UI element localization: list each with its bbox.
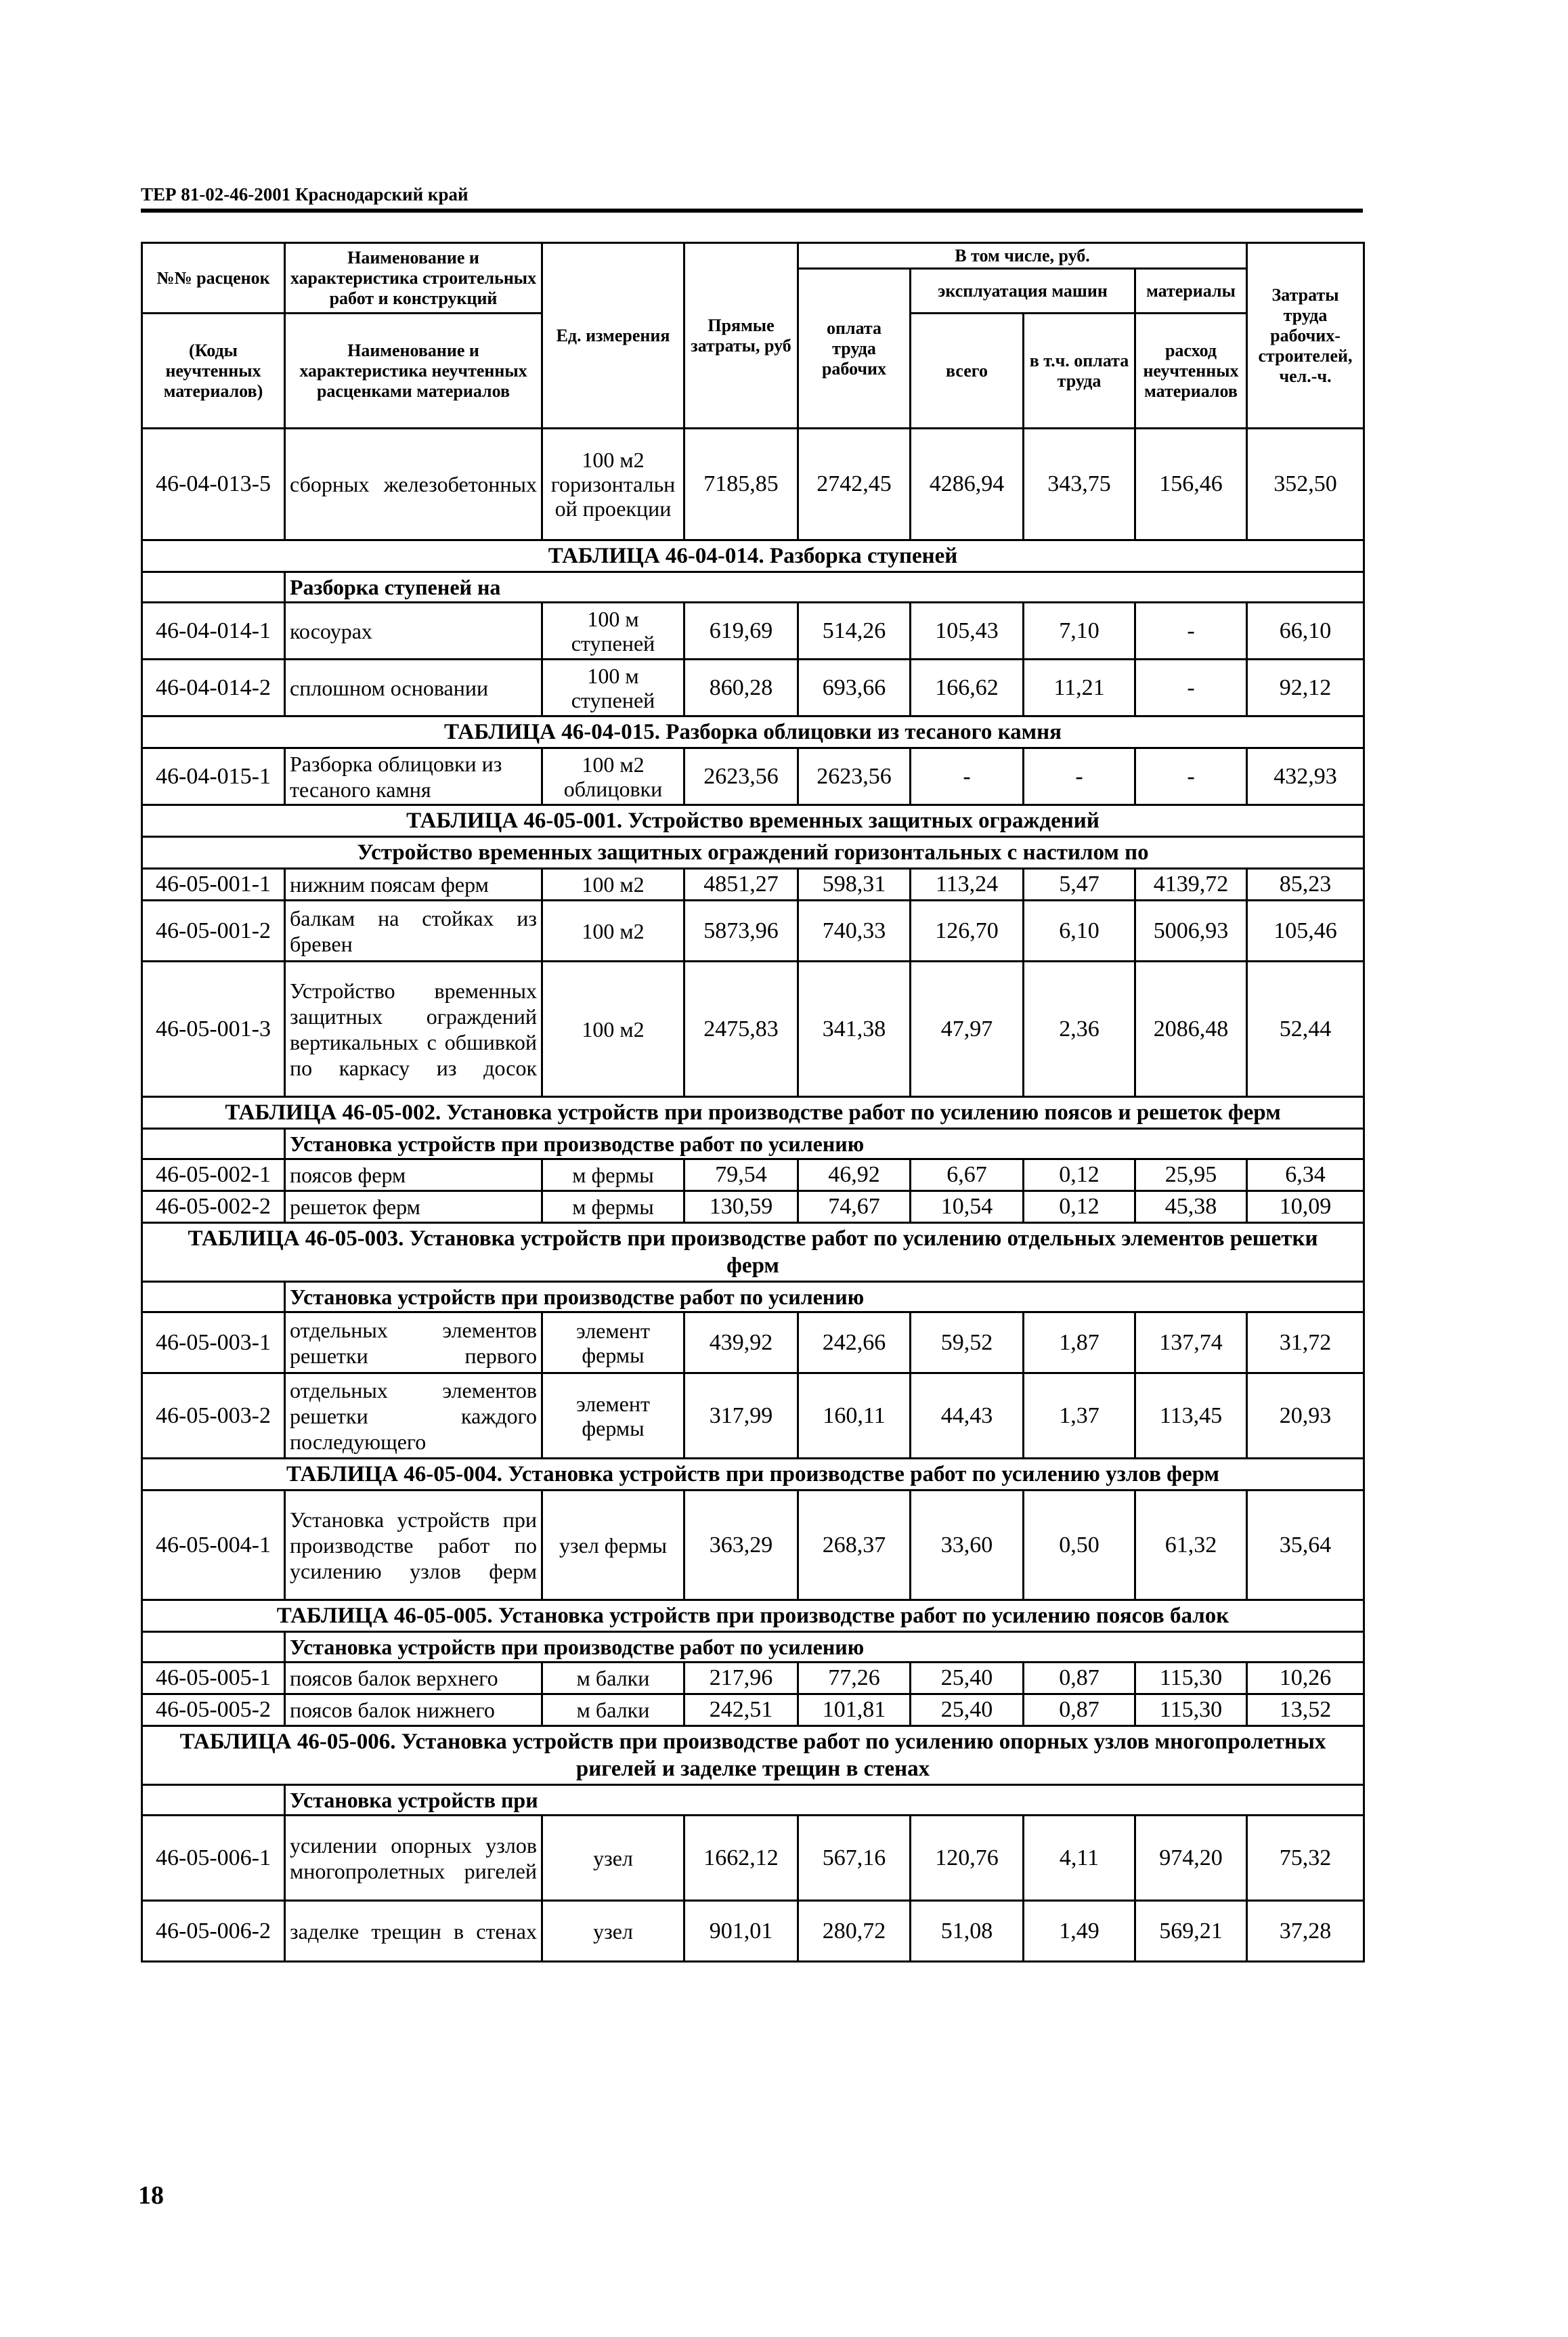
row-mat: 5006,93 — [1135, 901, 1247, 962]
row-labor: 31,72 — [1247, 1312, 1364, 1373]
section-title-row — [142, 1600, 1364, 1632]
row-pay: 268,37 — [798, 1491, 911, 1600]
row-name: Устройство временных защитных ограждений вертикальных с обшивкой по каркасу из досок — [285, 962, 542, 1097]
table-header — [142, 243, 1364, 429]
row-mach: 166,62 — [911, 660, 1024, 716]
row-mat: 156,46 — [1135, 429, 1247, 540]
table-row — [142, 962, 1364, 1097]
row-pay: 341,38 — [798, 962, 911, 1097]
row-pay: 242,66 — [798, 1312, 911, 1373]
row-mat: 61,32 — [1135, 1491, 1247, 1600]
subheader-text: Установка устройств при производстве работ по усилению — [285, 1282, 1364, 1312]
subheader-text: Установка устройств при производстве работ по усилению — [285, 1632, 1364, 1663]
col-direct: Прямые затраты, руб — [684, 243, 798, 429]
row-mach-pay: 0,12 — [1024, 1159, 1135, 1191]
page-number: 18 — [138, 2181, 164, 2210]
subheader-text: Устройство временных защитных ограждений горизонтальных с настилом по — [142, 837, 1364, 869]
row-direct: 619,69 — [684, 603, 798, 660]
row-direct: 2475,83 — [684, 962, 798, 1097]
row-name: сплошном основании — [285, 660, 542, 716]
row-labor: 432,93 — [1247, 748, 1364, 805]
subheader-row — [142, 1129, 1364, 1159]
section-title: ТАБЛИЦА 46-05-003. Установка устройств при производстве работ по усилению отдельных элементов решетки ферм — [142, 1223, 1364, 1282]
row-name: косоурах — [285, 603, 542, 660]
col-code-top: №№ расценок — [142, 243, 285, 314]
row-unit: 100 м2 — [542, 962, 684, 1097]
table-row — [142, 660, 1364, 716]
row-mach-pay: 343,75 — [1024, 429, 1135, 540]
row-unit: 100 м2 горизонтальной проекции — [542, 429, 684, 540]
col-code-bottom: (Коды неучтенных материалов) — [142, 314, 285, 429]
row-direct: 79,54 — [684, 1159, 798, 1191]
row-name: поясов балок верхнего — [285, 1663, 542, 1694]
row-labor: 10,26 — [1247, 1663, 1364, 1694]
row-code: 46-05-002-2 — [142, 1191, 285, 1223]
row-pay: 567,16 — [798, 1816, 911, 1901]
subheader-row — [142, 1785, 1364, 1816]
col-name-bottom: Наименование и характеристика неучтенных расценками материалов — [285, 314, 542, 429]
row-unit: 100 м ступеней — [542, 660, 684, 716]
row-unit: элемент фермы — [542, 1373, 684, 1459]
row-mach-pay: 6,10 — [1024, 901, 1135, 962]
row-mat: 113,45 — [1135, 1373, 1247, 1459]
col-machines-total: всего — [911, 314, 1024, 429]
row-code: 46-05-006-2 — [142, 1901, 285, 1962]
row-labor: 35,64 — [1247, 1491, 1364, 1600]
price-table-container — [141, 242, 1363, 1963]
subheader-text: Установка устройств при производстве работ по усилению — [285, 1129, 1364, 1159]
subheader-text: Разборка ступеней на — [285, 572, 1364, 603]
col-incl: В том числе, руб. — [798, 243, 1247, 269]
row-code: 46-05-003-1 — [142, 1312, 285, 1373]
header-rule — [141, 209, 1363, 213]
section-title-row — [142, 716, 1364, 748]
row-labor: 37,28 — [1247, 1901, 1364, 1962]
row-code: 46-05-001-2 — [142, 901, 285, 962]
row-pay: 514,26 — [798, 603, 911, 660]
row-mach: 51,08 — [911, 1901, 1024, 1962]
row-mach: 25,40 — [911, 1694, 1024, 1726]
row-direct: 4851,27 — [684, 869, 798, 901]
row-pay: 740,33 — [798, 901, 911, 962]
row-mat: 2086,48 — [1135, 962, 1247, 1097]
row-mat: 115,30 — [1135, 1663, 1247, 1694]
section-title: ТАБЛИЦА 46-05-001. Устройство временных защитных ограждений — [142, 805, 1364, 837]
row-mach-pay: 0,87 — [1024, 1663, 1135, 1694]
document-header — [141, 183, 1363, 213]
row-name: балкам на стойках из бревен — [285, 901, 542, 962]
row-labor: 85,23 — [1247, 869, 1364, 901]
row-labor: 13,52 — [1247, 1694, 1364, 1726]
row-name: усилении опорных узлов многопролетных ригелей — [285, 1816, 542, 1901]
col-materials-unaccounted: расход неучтенных материалов — [1135, 314, 1247, 429]
row-labor: 10,09 — [1247, 1191, 1364, 1223]
row-unit: 100 м2 — [542, 869, 684, 901]
row-mach-pay: 0,87 — [1024, 1694, 1135, 1726]
row-pay: 160,11 — [798, 1373, 911, 1459]
section-title: ТАБЛИЦА 46-04-015. Разборка облицовки из тесаного камня — [142, 716, 1364, 748]
row-labor: 6,34 — [1247, 1159, 1364, 1191]
table-row — [142, 1373, 1364, 1459]
row-code: 46-05-004-1 — [142, 1491, 285, 1600]
row-mach-pay: - — [1024, 748, 1135, 805]
row-code: 46-04-013-5 — [142, 429, 285, 540]
row-mach-pay: 4,11 — [1024, 1816, 1135, 1901]
table-body — [142, 429, 1364, 1962]
row-unit: 100 м2 облицовки — [542, 748, 684, 805]
row-mach: 4286,94 — [911, 429, 1024, 540]
row-direct: 1662,12 — [684, 1816, 798, 1901]
row-unit: узел фермы — [542, 1491, 684, 1600]
row-mach: 6,67 — [911, 1159, 1024, 1191]
row-mach: 59,52 — [911, 1312, 1024, 1373]
row-code: 46-04-015-1 — [142, 748, 285, 805]
row-mach: 105,43 — [911, 603, 1024, 660]
row-labor: 352,50 — [1247, 429, 1364, 540]
row-name: сборных железобетонных — [285, 429, 542, 540]
row-mach: 44,43 — [911, 1373, 1024, 1459]
row-mat: 137,74 — [1135, 1312, 1247, 1373]
table-row — [142, 603, 1364, 660]
row-mach-pay: 0,50 — [1024, 1491, 1135, 1600]
row-pay: 693,66 — [798, 660, 911, 716]
table-row — [142, 429, 1364, 540]
row-mach-pay: 5,47 — [1024, 869, 1135, 901]
subheader-row — [142, 1282, 1364, 1312]
section-title: ТАБЛИЦА 46-05-002. Установка устройств при производстве работ по усилению поясов и решеток ферм — [142, 1097, 1364, 1129]
table-row — [142, 1901, 1364, 1962]
row-labor: 105,46 — [1247, 901, 1364, 962]
col-labor-pay: оплата труда рабочих — [798, 269, 911, 429]
row-code: 46-04-014-2 — [142, 660, 285, 716]
col-unit: Ед. измерения — [542, 243, 684, 429]
row-pay: 74,67 — [798, 1191, 911, 1223]
row-name: заделке трещин в стенах — [285, 1901, 542, 1962]
row-direct: 439,92 — [684, 1312, 798, 1373]
row-labor: 75,32 — [1247, 1816, 1364, 1901]
row-mat: 974,20 — [1135, 1816, 1247, 1901]
section-title-row — [142, 1459, 1364, 1491]
row-mat: - — [1135, 603, 1247, 660]
row-unit: м балки — [542, 1694, 684, 1726]
row-pay: 598,31 — [798, 869, 911, 901]
section-title-row — [142, 1223, 1364, 1282]
row-mach: 126,70 — [911, 901, 1024, 962]
col-materials: материалы — [1135, 269, 1247, 314]
row-unit: м балки — [542, 1663, 684, 1694]
row-mach-pay: 11,21 — [1024, 660, 1135, 716]
row-pay: 77,26 — [798, 1663, 911, 1694]
table-row — [142, 748, 1364, 805]
section-title-row — [142, 540, 1364, 572]
row-mat: 4139,72 — [1135, 869, 1247, 901]
row-mat: 569,21 — [1135, 1901, 1247, 1962]
table-row — [142, 1191, 1364, 1223]
row-direct: 217,96 — [684, 1663, 798, 1694]
row-code: 46-05-005-2 — [142, 1694, 285, 1726]
table-row — [142, 901, 1364, 962]
row-mat: 45,38 — [1135, 1191, 1247, 1223]
row-mach: 47,97 — [911, 962, 1024, 1097]
row-name: решеток ферм — [285, 1191, 542, 1223]
row-mach-pay: 1,49 — [1024, 1901, 1135, 1962]
row-code: 46-05-003-2 — [142, 1373, 285, 1459]
row-mat: - — [1135, 660, 1247, 716]
document-title: ТЕР 81-02-46-2001 Краснодарский край — [141, 184, 469, 205]
row-mach: 10,54 — [911, 1191, 1024, 1223]
row-mach-pay: 0,12 — [1024, 1191, 1135, 1223]
table-row — [142, 1491, 1364, 1600]
row-code: 46-04-014-1 — [142, 603, 285, 660]
section-title-row — [142, 1726, 1364, 1785]
row-labor: 66,10 — [1247, 603, 1364, 660]
row-mach: 113,24 — [911, 869, 1024, 901]
table-row — [142, 1159, 1364, 1191]
row-name: отдельных элементов решетки каждого последующего — [285, 1373, 542, 1459]
subheader-text: Установка устройств при — [285, 1785, 1364, 1816]
table-row — [142, 869, 1364, 901]
row-name: Разборка облицовки из тесаного камня — [285, 748, 542, 805]
row-code: 46-05-005-1 — [142, 1663, 285, 1694]
row-direct: 130,59 — [684, 1191, 798, 1223]
table-row — [142, 1694, 1364, 1726]
row-pay: 46,92 — [798, 1159, 911, 1191]
section-title: ТАБЛИЦА 46-04-014. Разборка ступеней — [142, 540, 1364, 572]
table-row — [142, 1312, 1364, 1373]
col-labor-cost: Затраты труда рабочих-строителей, чел.-ч. — [1247, 243, 1364, 429]
price-table — [141, 242, 1365, 1963]
row-direct: 860,28 — [684, 660, 798, 716]
row-mat: - — [1135, 748, 1247, 805]
row-pay: 101,81 — [798, 1694, 911, 1726]
section-title-row — [142, 805, 1364, 837]
row-direct: 363,29 — [684, 1491, 798, 1600]
row-name: поясов ферм — [285, 1159, 542, 1191]
section-title-row — [142, 1097, 1364, 1129]
subheader-row — [142, 1632, 1364, 1663]
col-machines-labor: в т.ч. оплата труда — [1024, 314, 1135, 429]
row-unit: м фермы — [542, 1159, 684, 1191]
row-pay: 2742,45 — [798, 429, 911, 540]
row-mach-pay: 1,37 — [1024, 1373, 1135, 1459]
row-direct: 901,01 — [684, 1901, 798, 1962]
row-pay: 280,72 — [798, 1901, 911, 1962]
row-direct: 2623,56 — [684, 748, 798, 805]
row-mach: 33,60 — [911, 1491, 1024, 1600]
row-unit: элемент фермы — [542, 1312, 684, 1373]
row-unit: узел — [542, 1901, 684, 1962]
row-pay: 2623,56 — [798, 748, 911, 805]
table-row — [142, 1663, 1364, 1694]
row-code: 46-05-001-3 — [142, 962, 285, 1097]
row-direct: 7185,85 — [684, 429, 798, 540]
row-mach-pay: 1,87 — [1024, 1312, 1135, 1373]
row-direct: 242,51 — [684, 1694, 798, 1726]
row-unit: 100 м2 — [542, 901, 684, 962]
row-mach: 120,76 — [911, 1816, 1024, 1901]
row-mach: 25,40 — [911, 1663, 1024, 1694]
row-name: отдельных элементов решетки первого — [285, 1312, 542, 1373]
row-mat: 115,30 — [1135, 1694, 1247, 1726]
row-direct: 5873,96 — [684, 901, 798, 962]
row-mach-pay: 2,36 — [1024, 962, 1135, 1097]
row-name: Установка устройств при производстве работ по усилению узлов ферм — [285, 1491, 542, 1600]
section-title: ТАБЛИЦА 46-05-006. Установка устройств при производстве работ по усилению опорных узлов многопролетных ригелей и заделке трещин в стенах — [142, 1726, 1364, 1785]
row-code: 46-05-001-1 — [142, 869, 285, 901]
table-row — [142, 1816, 1364, 1901]
section-title: ТАБЛИЦА 46-05-005. Установка устройств при производстве работ по усилению поясов балок — [142, 1600, 1364, 1632]
col-machines: эксплуатация машин — [911, 269, 1135, 314]
col-name-top: Наименование и характеристика строительных работ и конструкций — [285, 243, 542, 314]
row-direct: 317,99 — [684, 1373, 798, 1459]
row-labor: 92,12 — [1247, 660, 1364, 716]
row-labor: 52,44 — [1247, 962, 1364, 1097]
row-name: поясов балок нижнего — [285, 1694, 542, 1726]
section-title: ТАБЛИЦА 46-05-004. Установка устройств при производстве работ по усилению узлов ферм — [142, 1459, 1364, 1491]
row-labor: 20,93 — [1247, 1373, 1364, 1459]
row-name: нижним поясам ферм — [285, 869, 542, 901]
subheader-row — [142, 572, 1364, 603]
row-code: 46-05-006-1 — [142, 1816, 285, 1901]
row-unit: 100 м ступеней — [542, 603, 684, 660]
row-code: 46-05-002-1 — [142, 1159, 285, 1191]
row-unit: узел — [542, 1816, 684, 1901]
row-mat: 25,95 — [1135, 1159, 1247, 1191]
row-mach-pay: 7,10 — [1024, 603, 1135, 660]
row-mach: - — [911, 748, 1024, 805]
subheader-row — [142, 837, 1364, 869]
row-unit: м фермы — [542, 1191, 684, 1223]
